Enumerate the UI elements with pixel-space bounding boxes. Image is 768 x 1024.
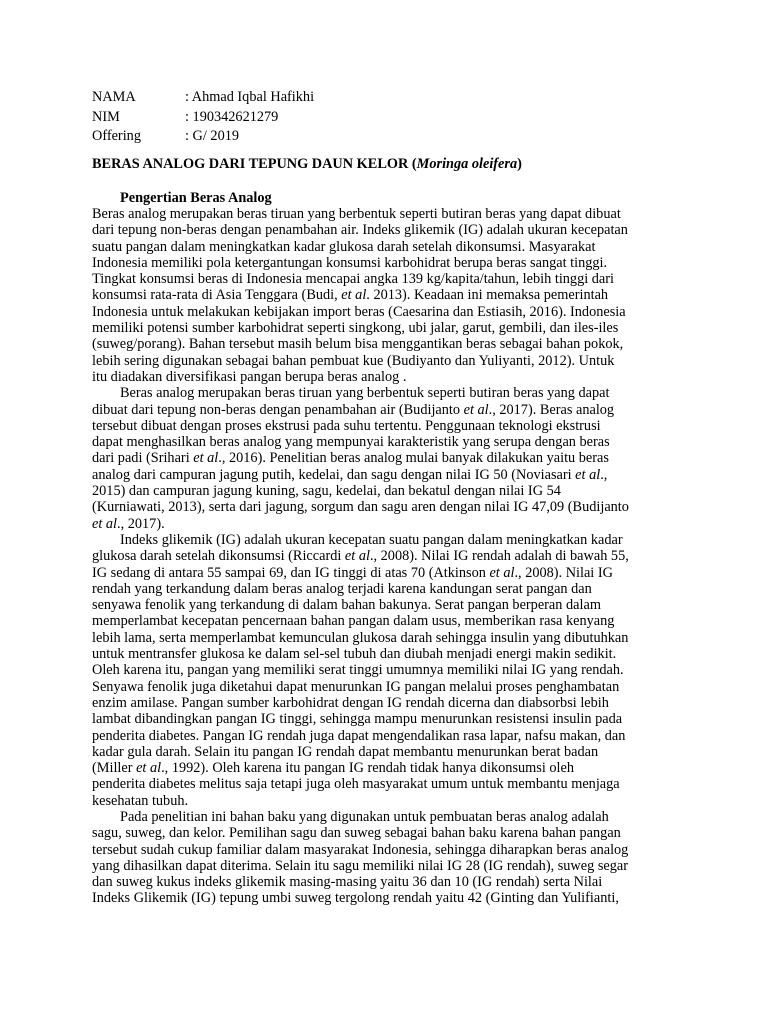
body-line: Beras analog merupakan beras tiruan yang berbentuk seperti butiran beras yang dapat [120,385,610,402]
body-line: tersebut sudah cukup familiar dalam masyarakat Indonesia, sehingga diharapkan beras analog [92,841,629,858]
body-line: kadar gula darah. Selain itu pangan IG rendah dapat membantu menurunkan berat badan [92,743,599,760]
student-info [92,88,314,147]
body-line: konsumsi rata-rata di Asia Tenggara (Budi, et al. 2013). Keadaan ini memaksa pemerintah [92,287,609,304]
body-line: itu diadakan diversifikasi pangan berupa beras analog . [92,368,407,385]
body-line: glukosa darah setelah dikonsumsi (Riccardi et al., 2008). Nilai IG rendah adalah di bawah 55, [92,548,629,565]
info-label: NAMA [92,89,136,105]
body-line: dari padi (Srihari et al., 2016). Penelitian beras analog mulai banyak dilakukan yaitu beras [92,450,609,467]
info-row-name [92,88,314,108]
body-line: senyawa fenolik yang terkandung di dalam bahan bakunya. Serat pangan berperan dalam [92,597,601,614]
body-line: Indonesia untuk melakukan kebijakan import beras (Caesarina dan Estiasih, 2016). Indonesia [92,303,626,320]
body-line: dari tepung non-beras dengan penambahan air. Indeks glikemik (IG) adalah ukuran kecepatan [92,222,628,239]
body-line: et al., 2017). [92,515,165,532]
body-line: rendah yang terkandung dalam beras analog terjadi karena kandungan serat pangan dan [92,580,592,597]
info-value: : G/ 2019 [185,128,240,144]
body-line: IG sedang di antara 55 sampai 69, dan IG tinggi di atas 70 (Atkinson et al., 2008). Nilai IG [92,564,613,581]
body-line: (Kurniawati, 2013), serta dari jagung, sorgum dan sagu aren dengan nilai IG 47,09 (Budijanto [92,499,629,516]
section-heading: Pengertian Beras Analog [120,190,272,206]
body-line: (suweg/porang). Bahan tersebut masih belum bisa menggantikan beras sebagai bahan pokok, [92,336,624,353]
body-text [92,206,692,907]
body-line: (Miller et al., 1992). Oleh karena itu pangan IG rendah tidak hanya dikonsumsi oleh [92,760,575,777]
body-line: yang dihasilkan dapat diterima. Selain itu sagu memiliki nilai IG 28 (IG rendah), suweg segar [92,857,628,874]
body-line: Indeks glikemik (IG) adalah ukuran kecepatan suatu pangan dalam meningkatkan kadar [120,531,623,548]
body-line: memperlambat kecepatan pencernaan bahan pangan dalam usus, memberikan rasa kenyang [92,613,615,630]
info-row-offering [92,127,314,147]
info-row-nim [92,108,314,128]
body-line: untuk mentransfer glukosa ke dalam sel-sel tubuh dan diubah menjadi energi makin sedikit. [92,646,617,663]
body-line: sagu, suweg, dan kelor. Pemilihan sagu dan suweg sebagai bahan baku karena bahan pangan [92,825,621,842]
body-line: 2015) dan campuran jagung kuning, sagu, kedelai, dan bekatul dengan nilai IG 54 [92,483,561,500]
body-line: penderita diabetes. Pangan IG rendah juga dapat mengendalikan rasa lapar, nafsu makan, dan [92,727,626,744]
info-value: : 190342621279 [185,108,279,125]
body-line: dan suweg kukus indeks glikemik masing-masing yaitu 36 dan 10 (IG rendah) serta Nilai [92,874,603,891]
title-species: Moringa oleifera [416,156,518,172]
body-line: Senyawa fenolik juga diketahui dapat menurunkan IG pangan melalui proses penghambatan [92,678,620,695]
body-line: penderita diabetes melitus saja tetapi juga oleh masyarakat umum untuk membantu menjaga [92,776,620,793]
title-close: ) [517,156,522,172]
info-label: NIM [92,108,120,125]
body-line: dapat menghasilkan beras analog yang mempunyai karakteristik yang serupa dengan beras [92,434,610,451]
body-line: analog dari campuran jagung putih, kedelai, dan sagu dengan nilai IG 50 (Noviasari et al., [92,466,608,483]
body-line: suatu pangan dalam meningkatkan kadar glukosa darah setelah dikonsumsi. Masyarakat [92,238,596,255]
body-line: dibuat dari tepung non-beras dengan penambahan air (Budijanto et al., 2017). Beras analog [92,401,615,418]
body-line: Beras analog merupakan beras tiruan yang berbentuk seperti butiran beras yang dapat dibuat [92,206,621,222]
body-line: Indonesia memiliki pola ketergantungan konsumsi karbohidrat berupa beras sangat tinggi. [92,254,608,271]
title-main: BERAS ANALOG DARI TEPUNG DAUN KELOR ( [92,156,417,172]
body-line: Pada penelitian ini bahan baku yang digunakan untuk pembuatan beras analog adalah [120,808,609,825]
body-line: Indeks Glikemik (IG) tepung umbi suweg tergolong rendah yaitu 42 (Ginting dan Yulifianti, [92,890,619,907]
body-line: lebih sering digunakan sebagai bahan pembuat kue (Budiyanto dan Yuliyanti, 2012). Untuk [92,352,615,369]
body-line: Oleh karena itu, pangan yang memiliki serat tinggi umumnya memiliki nilai IG yang rendah. [92,662,624,679]
body-line: lambat dibandingkan pangan IG tinggi, sehingga mampu menurunkan resistensi insulin pada [92,711,623,728]
body-line: enzim amilase. Pangan sumber karbohidrat dengan IG rendah dicerna dan diabsorbsi lebih [92,694,609,711]
body-line: tersebut dibuat dengan proses ekstrusi pada suhu tertentu. Penggunaan teknologi ekstrusi [92,417,601,434]
body-line: Tingkat konsumsi beras di Indonesia mencapai angka 139 kg/kapita/tahun, lebih tinggi dari [92,271,615,288]
body-line: kesehatan tubuh. [92,792,189,809]
body-line: memiliki potensi sumber karbohidrat seperti singkong, ubi jalar, garut, gembili, dan iles-iles [92,320,619,337]
info-value: : Ahmad Iqbal Hafikhi [185,89,315,105]
info-label: Offering [92,128,141,144]
document-title [92,155,692,173]
body-line: lebih lama, serta memperlambat kemunculan glukosa darah sehingga insulin yang dibutuhkan [92,629,629,646]
